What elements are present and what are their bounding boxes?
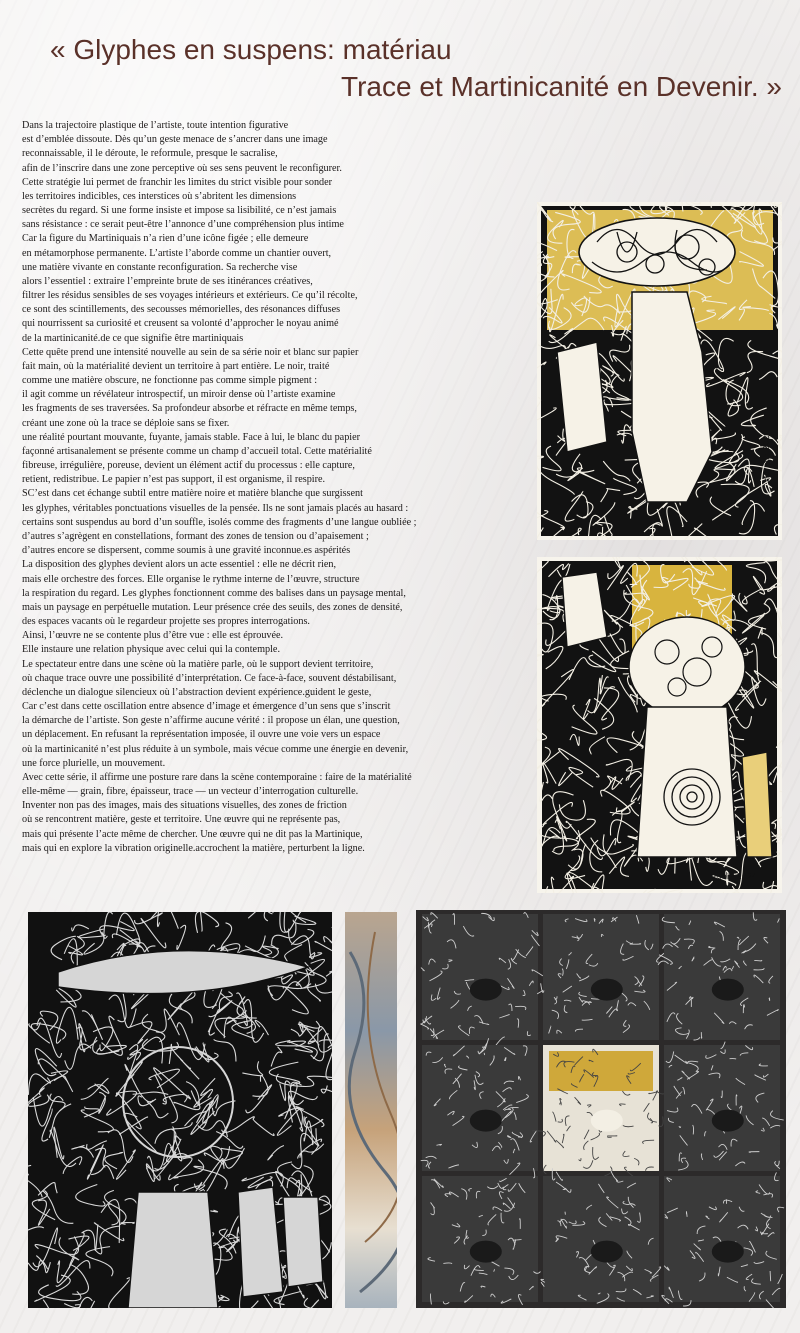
body-text-line: Avec cette série, il affirme une posture rare dans la scène contemporaine : faire de la matérialité xyxy=(22,771,412,783)
grid-panel xyxy=(422,914,538,1040)
body-text-line: filtrer les résidus sensibles de ses voyages intérieurs et extérieurs. Ce qu’il récolte, xyxy=(22,290,358,302)
grid-panel xyxy=(422,1176,538,1302)
body-text-line: Ainsi, l’œuvre ne se contente plus d’être vue : elle est éprouvée. xyxy=(22,630,284,642)
artwork-panel-grid xyxy=(416,910,786,1308)
body-text-line: les fragments de ses traversées. Sa profondeur absorbe et réfracte en même temps, xyxy=(22,403,357,415)
body-text-line: d’autres encore se dispersent, comme soumis à une gravité inconnue.es aspérités xyxy=(22,545,351,557)
body-text-line: les glyphes, véritables ponctuations visuelles de la pensée. Ils ne sont jamais placés au hasard : xyxy=(22,502,409,514)
grid-panel xyxy=(664,1176,780,1302)
body-text-line: d’autres s’agrègent en constellations, formant des zones de tension ou d’apaisement ; xyxy=(22,530,369,542)
body-text-line: la respiration du regard. Les glyphes fonctionnent comme des balises dans un paysage mental, xyxy=(22,587,406,599)
body-text-line: Car la figure du Martiniquais n’a rien d’une icône figée ; elle demeure xyxy=(22,233,309,245)
body-text-line: mais un paysage en perpétuelle mutation. Leur présence crée des seuils, des zones de densité, xyxy=(22,601,403,613)
body-text-line: secrètes du regard. Si une forme insiste et impose sa lisibilité, ce n’est jamais xyxy=(22,205,337,217)
body-text-line: mais elle orchestre des forces. Elle organise le rythme interne de l’œuvre, structure xyxy=(22,573,360,585)
page-title-line-1: « Glyphes en suspens: matériau xyxy=(50,34,452,65)
body-text-line: créant une zone où la trace se déploie sans se fixer. xyxy=(22,417,230,429)
body-text-line: La disposition des glyphes devient alors un acte essentiel : elle ne décrit rien, xyxy=(22,559,337,571)
body-text-line: est d’emblée dissoute. Dès qu’un geste menace de s’ancrer dans une image xyxy=(22,134,328,146)
body-text-line: où la martinicanité n’est plus réduite à un symbole, mais vécue comme une énergie en devenir, xyxy=(22,743,409,755)
body-text-line: afin de l’inscrire dans une zone perceptive où ses sens peuvent le reconfigurer. xyxy=(22,162,342,174)
body-text-line: comme une matière obscure, ne fonctionne pas comme simple pigment : xyxy=(22,375,318,387)
body-text-line: Le spectateur entre dans une scène où la matière parle, où le support devient territoire, xyxy=(22,658,374,670)
grid-panel xyxy=(664,1045,780,1171)
body-text-line: des espaces vacants où le regardeur projette ses propres interrogations. xyxy=(22,616,310,628)
body-text-line: Dans la trajectoire plastique de l’artiste, toute intention figurative xyxy=(22,120,289,131)
body-text-line: un déplacement. En refusant la représentation imposée, il ouvre une voie vers un espace xyxy=(22,729,381,741)
body-text-line: alors l’essentiel : extraire l’empreinte brute de ses itinérances créatives, xyxy=(22,275,313,287)
artwork-color-strip xyxy=(345,912,397,1308)
grid-panel xyxy=(422,1045,538,1171)
body-text-line: déclenche un dialogue silencieux où l’abstraction devient expérience.guident le geste, xyxy=(22,686,372,698)
body-text-line: il agit comme un révélateur introspectif, un miroir dense où l’artiste examine xyxy=(22,389,336,401)
body-text-line: Car c’est dans cette oscillation entre absence d’image et émergence d’un sens que s’inscrit xyxy=(22,701,391,713)
body-text-line: Cette quête prend une intensité nouvelle au sein de sa série noir et blanc sur papier xyxy=(22,346,359,358)
body-text-line: où chaque trace ouvre une possibilité d’interprétation. Ce face-à-face, souvent déstabilisant, xyxy=(22,672,397,684)
body-text-line: en métamorphose permanente. L’artiste l’aborde comme un chantier ouvert, xyxy=(22,247,332,259)
artwork-yellow-figure-2 xyxy=(537,557,782,893)
artwork-signature: Hermin 2024 xyxy=(705,872,758,881)
body-text-line: mais qui en explore la vibration originelle.accrochent la matière, perturbent la ligne. xyxy=(22,842,365,854)
body-text-line: où se rencontrent matière, geste et territoire. Une œuvre qui ne représente pas, xyxy=(22,814,341,826)
body-text-line: qui nourrissent sa curiosité et creusent sa volonté d’approcher le noyau animé xyxy=(22,318,339,330)
page-title-line-2: Trace et Martinicanité en Devenir. » xyxy=(341,71,782,102)
body-text-line: une matière vivante en constante reconfiguration. Sa recherche vise xyxy=(22,261,298,273)
body-text-line: Cette stratégie lui permet de franchir les limites du strict visible pour sonder xyxy=(22,176,333,188)
artwork-black-white-figure xyxy=(28,912,332,1308)
body-text-line: ce sont des scintillements, des secousses mémorielles, des résonances diffuses xyxy=(22,304,341,316)
artwork-signature: Hermin 2024 xyxy=(762,429,771,482)
artwork-yellow-figure-1 xyxy=(537,202,782,540)
body-text-line: reconnaissable, il le déroute, le reformule, presque le sacralise, xyxy=(22,148,278,160)
body-text-line: Elle instaure une relation physique avec celui qui la contemple. xyxy=(22,644,280,656)
body-text-line: SC’est dans cet échange subtil entre matière noire et matière blanche que surgissent xyxy=(22,488,363,500)
body-text-line: fait main, où la matérialité devient un territoire à part entière. Le noir, traité xyxy=(22,360,330,372)
body-text-line: les territoires indicibles, ces interstices où s’abritent les dimensions xyxy=(22,190,297,202)
body-text-line: mais qui présente l’acte même de chercher. Une œuvre qui ne dit pas la Martinique, xyxy=(22,828,363,840)
body-text-line: une force plurielle, un mouvement. xyxy=(22,757,166,769)
body-text-line: la démarche de l’artiste. Son geste n’affirme aucune vérité : il propose un élan, une question, xyxy=(22,715,400,727)
body-text-line: façonné artisanalement se présente comme un champ d’accueil total. Cette matérialité xyxy=(22,445,372,457)
grid-panel xyxy=(543,1176,659,1302)
body-text-line: fibreuse, irrégulière, poreuse, devient un élément actif du processus : elle capture, xyxy=(22,460,355,472)
article-body xyxy=(22,119,534,856)
body-text-line: retient, redistribue. Le papier n’est pas support, il est organisme, il respire. xyxy=(22,474,326,486)
body-text-line: de la martinicanité.de ce que signifie être martiniquais xyxy=(22,332,244,344)
body-text-line: certains sont suspendus au bord d’un souffle, isolés comme des fragments d’une langue oubliée ; xyxy=(22,516,417,528)
body-text-line: une réalité pourtant mouvante, fuyante, jamais stable. Face à lui, le blanc du papier xyxy=(22,431,361,443)
body-text-line: elle-même — grain, fibre, épaisseur, trace — un vecteur d’interrogation culturelle. xyxy=(22,786,359,798)
body-text-line: sans résistance : ce serait peut-être l’annonce d’une compréhension plus intime xyxy=(22,219,344,231)
body-text-line: Inventer non pas des images, mais des situations visuelles, des zones de friction xyxy=(22,800,347,812)
